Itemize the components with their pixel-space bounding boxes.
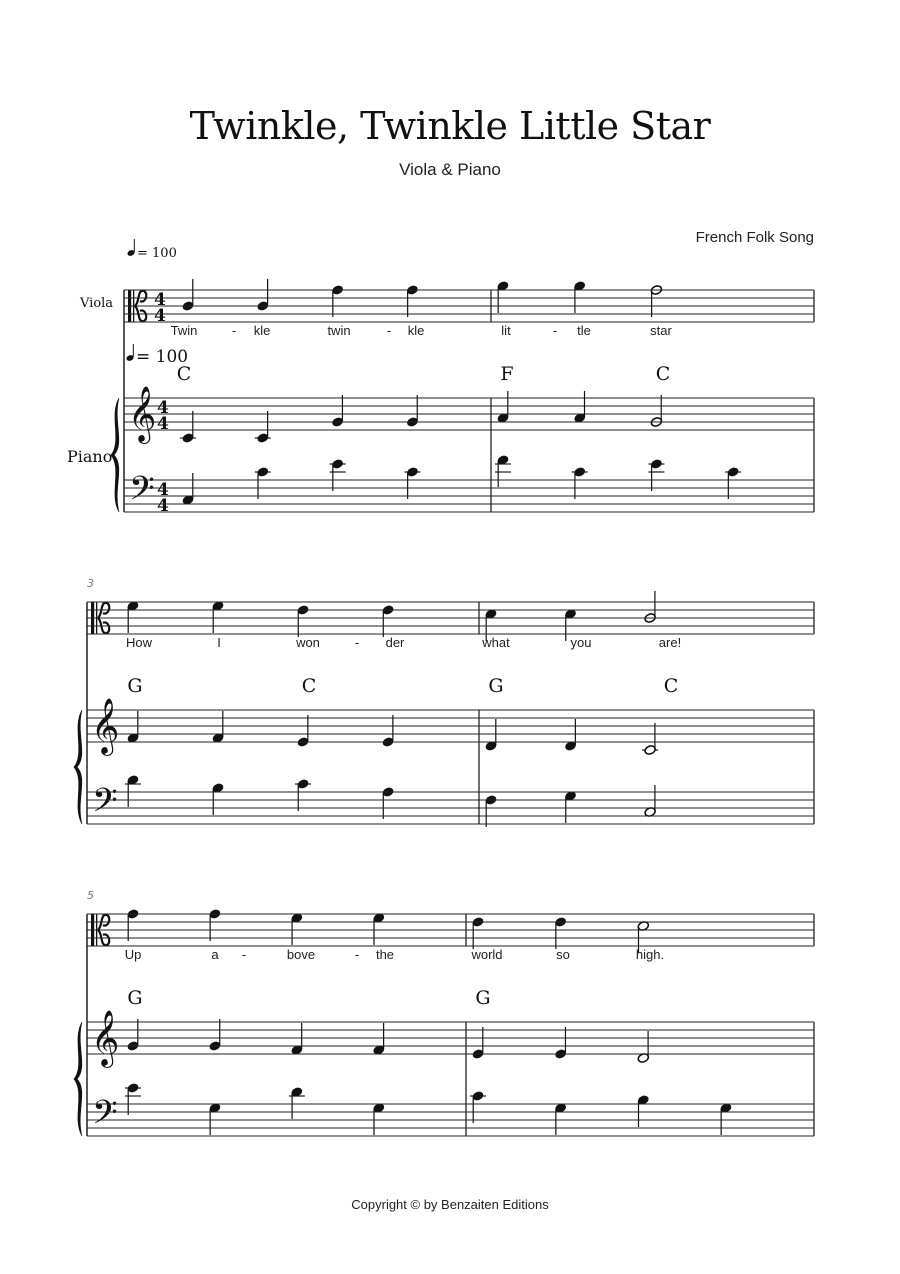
bass-clef-icon: 𝄢: [129, 470, 155, 516]
note: [637, 1031, 649, 1063]
note: [209, 909, 221, 941]
lyrics-line: [126, 635, 681, 650]
note: [291, 1023, 303, 1055]
note: [497, 281, 509, 313]
score-subtitle: Viola & Piano: [399, 160, 501, 179]
time-signature-top: 4: [157, 398, 169, 418]
note: [472, 1027, 484, 1059]
time-signature: [157, 480, 169, 516]
note: [297, 605, 309, 637]
note: [725, 467, 741, 499]
note: [125, 1083, 141, 1115]
tempo-marking: = 100: [137, 246, 177, 261]
note: [572, 467, 588, 499]
treble-notes: [180, 391, 663, 443]
time-signature-top: 4: [157, 480, 169, 500]
bass-clef-icon: 𝄢: [92, 782, 118, 828]
lyric-syllable: How: [125, 635, 153, 650]
note: [127, 1019, 139, 1051]
note: [495, 455, 511, 487]
tempo-marking: = 100: [136, 347, 189, 367]
note: [497, 391, 509, 423]
chord-symbol: G: [127, 987, 143, 1009]
chord-symbols: [127, 987, 490, 1009]
copyright-notice: Copyright © by Benzaiten Editions: [351, 1197, 549, 1212]
note: [291, 913, 303, 945]
bass-notes: [125, 775, 656, 827]
note: [382, 605, 394, 637]
note: [470, 1091, 486, 1123]
lyric-syllable: kle: [407, 323, 425, 338]
note: [573, 281, 585, 313]
score-title: Twinkle, Twinkle Little Star: [189, 104, 711, 148]
lyric-syllable: Twin: [170, 323, 198, 338]
note: [297, 715, 309, 747]
viola-staff: [87, 602, 814, 634]
instrument-label-piano: Piano: [67, 447, 113, 466]
note: [554, 1027, 566, 1059]
lyric-syllable: twin: [327, 323, 351, 338]
lyric-syllable: the: [375, 947, 395, 962]
lyric-syllable: won: [296, 635, 320, 650]
note: [127, 909, 139, 941]
chord-symbol: G: [475, 987, 491, 1009]
treble-clef-icon: 𝄞: [91, 698, 120, 754]
viola-staff: [87, 914, 814, 946]
tempo-viola: [127, 239, 177, 261]
treble-notes: [127, 1019, 650, 1063]
time-signature-top: 4: [154, 290, 166, 310]
note: [331, 395, 343, 427]
note: [289, 1087, 305, 1119]
note: [209, 1103, 221, 1135]
note: [564, 791, 576, 823]
note: [255, 467, 271, 499]
note: [650, 285, 662, 317]
piano-treble-staff: [87, 710, 814, 742]
note: [330, 459, 346, 491]
system-1: [67, 239, 814, 516]
note: [373, 1023, 385, 1055]
lyric-syllable: I: [217, 635, 221, 650]
lyric-syllable: so: [556, 947, 570, 962]
instrument-label-viola: Viola: [80, 296, 114, 311]
note: [182, 279, 194, 311]
measure-number: 3: [87, 577, 94, 590]
time-signature-bottom: 4: [154, 306, 166, 326]
piano-bass-staff: [87, 792, 814, 824]
note: [648, 459, 664, 491]
chord-symbol: G: [488, 675, 504, 697]
note: [212, 783, 224, 815]
piano-brace: [74, 710, 82, 824]
note: [720, 1103, 732, 1135]
note: [554, 917, 566, 949]
composer-credit: French Folk Song: [695, 229, 814, 246]
lyric-syllable: Up: [124, 947, 142, 962]
note: [554, 1103, 566, 1135]
lyric-syllable: star: [650, 323, 672, 338]
note: [257, 279, 269, 311]
lyric-syllable: are!: [658, 635, 682, 650]
piano-brace: [74, 1022, 82, 1136]
lyric-syllable: what: [482, 635, 510, 650]
lyric-syllable: world: [471, 947, 503, 962]
note: [180, 411, 196, 443]
note: [125, 775, 141, 807]
tempo-piano: [126, 344, 188, 367]
chord-symbol: C: [176, 363, 192, 385]
note: [406, 285, 418, 317]
note: [642, 723, 658, 755]
note: [644, 591, 656, 623]
note: [644, 785, 656, 817]
note: [212, 711, 224, 743]
system-3: [74, 889, 814, 1140]
note: [564, 719, 576, 751]
chord-symbol: C: [655, 363, 671, 385]
chord-symbol: F: [500, 363, 514, 385]
note: [182, 473, 194, 505]
piano-bass-staff: [87, 1104, 814, 1136]
lyric-syllable: -: [354, 947, 360, 962]
note: [331, 285, 343, 317]
system-2: [74, 577, 814, 828]
lyrics-line: [125, 947, 664, 962]
lyric-syllable: der: [385, 635, 405, 650]
chord-symbols: [177, 363, 671, 385]
treble-clef-icon: 𝄞: [91, 1010, 120, 1066]
note: [637, 1095, 649, 1127]
note: [127, 601, 139, 633]
lyric-syllable: bove: [286, 947, 316, 962]
note: [295, 779, 311, 811]
chord-symbol: G: [127, 675, 143, 697]
chord-symbol: C: [301, 675, 317, 697]
piano-treble-staff: [87, 1022, 814, 1054]
note: [406, 395, 418, 427]
lyric-syllable: -: [386, 323, 392, 338]
note: [650, 395, 662, 427]
lyric-syllable: tle: [577, 323, 591, 338]
chord-symbol: C: [663, 675, 679, 697]
note: [373, 913, 385, 945]
lyric-syllable: high.: [635, 947, 665, 962]
measure-number: 5: [87, 889, 94, 902]
note: [382, 715, 394, 747]
note: [255, 411, 271, 443]
note: [485, 795, 497, 827]
time-signature-bottom: 4: [157, 496, 169, 516]
note: [573, 391, 585, 423]
note: [404, 467, 420, 499]
time-signature-bottom: 4: [157, 414, 169, 434]
lyric-syllable: kle: [253, 323, 271, 338]
time-signature: [154, 290, 166, 326]
time-signature: [157, 398, 169, 434]
note: [212, 601, 224, 633]
bass-notes: [125, 1083, 732, 1135]
lyric-syllable: -: [552, 323, 558, 338]
note: [127, 711, 139, 743]
lyric-syllable: you: [570, 635, 592, 650]
lyric-syllable: -: [354, 635, 360, 650]
lyric-syllable: lit: [501, 323, 511, 338]
note: [485, 719, 497, 751]
note: [382, 787, 394, 819]
note: [373, 1103, 385, 1135]
viola-staff: [124, 290, 814, 322]
lyric-syllable: a: [211, 947, 219, 962]
lyric-syllable: -: [241, 947, 247, 962]
bass-clef-icon: 𝄢: [92, 1094, 118, 1140]
treble-clef-icon: 𝄞: [128, 386, 157, 442]
note: [472, 917, 484, 949]
chord-symbols: [127, 675, 678, 697]
lyrics-line: [171, 323, 673, 338]
note: [209, 1019, 221, 1051]
lyric-syllable: -: [231, 323, 237, 338]
piano-treble-staff: [124, 398, 814, 430]
piano-bass-staff: [124, 480, 814, 512]
